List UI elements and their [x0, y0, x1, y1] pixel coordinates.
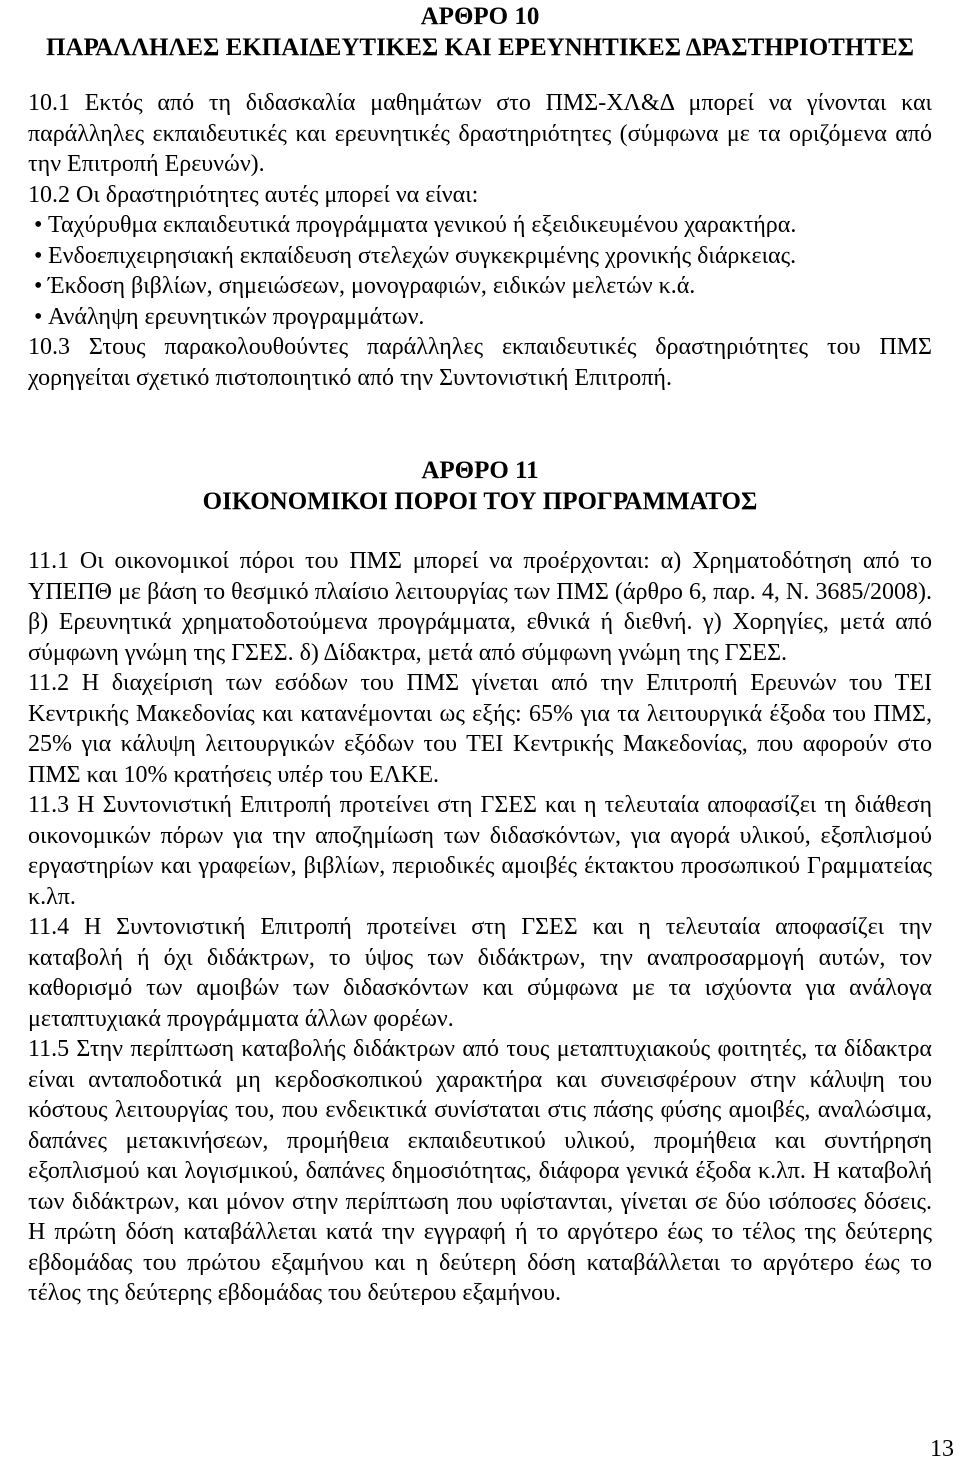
bullet-icon: • [34, 273, 43, 299]
paragraph-11-2: 11.2 Η διαχείριση των εσόδων του ΠΜΣ γίνεται από την Επιτροπή Ερευνών του ΤΕΙ Κεντρικής Μακεδονίας και κατανέμονται ως εξής: 65% για τα λειτουργικά έξοδα του ΠΜΣ, 25% για κάλυψη λειτουργικών εξόδων του ΤΕΙ Κεντρικής Μακεδονίας, που αφορούν στο ΠΜΣ και 10% κρατήσεις υπέρ του ΕΛΚΕ. [28, 670, 932, 788]
article-10-body [28, 88, 932, 393]
article-11-body [28, 546, 932, 1309]
list-item: • Ενδοεπιχειρησιακή εκπαίδευση στελεχών συγκεκριμένης χρονικής διάρκειας. [34, 241, 932, 272]
article-11-subtitle: ΟΙΚΟΝΟΜΙΚΟΙ ΠΟΡΟΙ ΤΟΥ ΠΡΟΓΡΑΜΜΑΤΟΣ [202, 488, 758, 515]
article-10-subtitle: ΠΑΡΑΛΛΗΛΕΣ ΕΚΠΑΙΔΕΥΤΙΚΕΣ ΚΑΙ ΕΡΕΥΝΗΤΙΚΕΣ ΔΡΑΣΤΗΡΙΟΤΗΤΕΣ [46, 34, 914, 61]
paragraph-11-3: 11.3 Η Συντονιστική Επιτροπή προτείνει στη ΓΣΕΣ και η τελευταία αποφασίζει τη διάθεση οικονομικών πόρων για την αποζημίωση των διδασκόντων, για αγορά υλικού, εξοπλισμού εργαστηρίων και γραφείων, βιβλίων, περιοδικές αμοιβές έκτακτου προσωπικού Γραμματείας κ.λπ. [28, 792, 932, 910]
article-10-title: ΑΡΘΡΟ 10 [420, 3, 540, 30]
article-11-title: ΑΡΘΡΟ 11 [421, 457, 539, 484]
activities-list [28, 210, 932, 332]
bullet-icon: • [34, 303, 43, 330]
paragraph-10-2: 10.2 Οι δραστηριότητες αυτές μπορεί να είναι: [28, 181, 479, 208]
paragraph-10-3: 10.3 Στους παρακολουθούντες παράλληλες εκπαιδευτικές δραστηριότητες του ΠΜΣ χορηγείται σχετικό πιστοποιητικό από την Συντονιστική Επιτροπή. [28, 334, 932, 391]
paragraph-11-5: 11.5 Στην περίπτωση καταβολής διδάκτρων από τους μεταπτυχιακούς φοιτητές, τα δίδακτρα είναι ανταποδοτικά μη κερδοσκοπικού χαρακτήρα και συνεισφέρουν στην κάλυψη του κόστους λειτουργίας του, που ενδεικτικά συνίσταται στις πάσης φύσης αμοιβές, αναλώσιμα, δαπάνες μετακινήσεων, προμήθεια εκπαιδευτικού υλικού, προμήθεια και συντήρηση εξοπλισμού και λογισμικού, δαπάνες δημοσιότητας, διάφορα γενικά έξοδα κ.λπ. Η καταβολή των διδάκτρων, και μόνον στην περίπτωση που υφίστανται, γίνεται σε δύο ισόποσες δόσεις. Η πρώτη δόση καταβάλλεται κατά την εγγραφή ή το αργότερο έως το τέλος της δεύτερης εβδομάδας του πρώτου εξαμήνου και η δεύτερη δόση καταβάλλεται το αργότερο έως το τέλος της δεύτερης εβδομάδας του δεύτερου εξαμήνου. [28, 1036, 932, 1306]
article-11-heading [0, 455, 960, 517]
paragraph-10-1: 10.1 Εκτός από τη διδασκαλία μαθημάτων στο ΠΜΣ-ΧΛ&Δ μπορεί να γίνονται και παράλληλες εκπαιδευτικές και ερευνητικές δραστηριότητες (σύμφωνα με τα οριζόμενα από την Επιτροπή Ερευνών). [28, 90, 932, 177]
bullet-icon: • [34, 242, 43, 269]
list-item: • Ταχύρυθμα εκπαιδευτικά προγράμματα γενικού ή εξειδικευμένου χαρακτήρα. [34, 210, 932, 241]
list-item: • Ανάληψη ερευνητικών προγραμμάτων. [34, 302, 932, 333]
paragraph-11-4: 11.4 Η Συντονιστική Επιτροπή προτείνει στη ΓΣΕΣ και η τελευταία αποφασίζει την καταβολή ή όχι διδάκτρων, το ύψος των διδάκτρων, την αναπροσαρμογή αυτών, τον καθορισμό των αμοιβών των διδασκόντων και σύμφωνα με τα ισχύοντα για ανάλογα μεταπτυχιακά προγράμματα άλλων φορέων. [28, 914, 932, 1032]
list-item: • Έκδοση βιβλίων, σημειώσεων, μονογραφιών, ειδικών μελετών κ.ά. [34, 271, 932, 302]
page-number: 13 [930, 1436, 954, 1462]
bullet-icon: • [34, 212, 43, 238]
paragraph-11-1: 11.1 Οι οικονομικοί πόροι του ΠΜΣ μπορεί να προέρχονται: α) Χρηματοδότηση από το ΥΠΕΠΘ με βάση το θεσμικό πλαίσιο λειτουργίας των ΠΜΣ (άρθρο 6, παρ. 4, Ν. 3685/2008). β) Ερευνητικά χρηματοδοτούμενα προγράμματα, εθνικά ή διεθνή. γ) Χορηγίες, μετά από σύμφωνη γνώμη της ΓΣΕΣ. δ) Δίδακτρα, μετά από σύμφωνη γνώμη της ΓΣΕΣ. [28, 548, 932, 666]
article-10-heading [0, 1, 960, 63]
